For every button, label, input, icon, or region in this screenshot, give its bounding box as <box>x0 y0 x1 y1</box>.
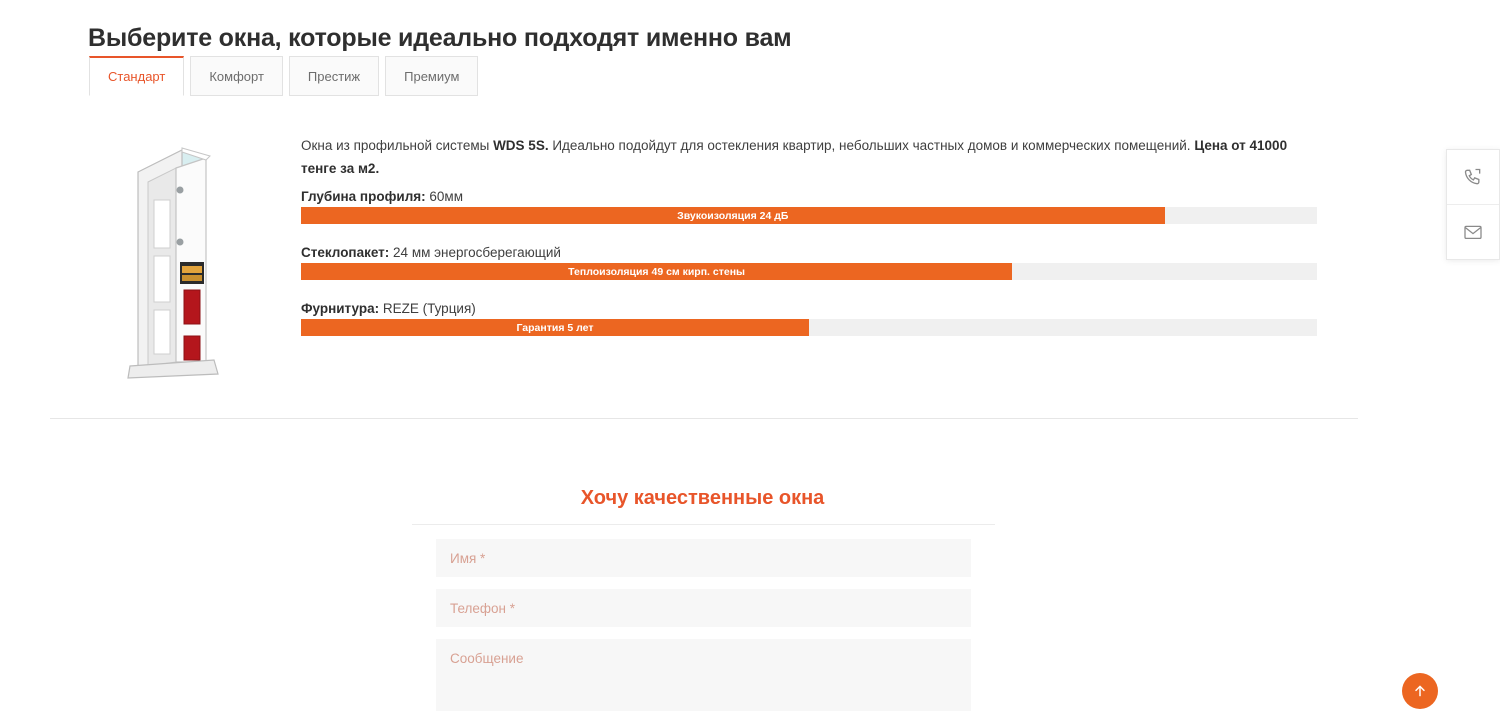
callback-button[interactable] <box>1447 150 1499 204</box>
spec-hardware <box>301 301 1321 316</box>
product-description <box>301 134 1301 180</box>
spec-label: Глубина профиля: <box>301 189 426 204</box>
tab-label: Премиум <box>404 68 460 84</box>
bar-label: Теплоизоляция 49 см кирп. стены <box>568 265 746 278</box>
spec-glass-unit <box>301 245 1321 260</box>
tab-prestizh[interactable] <box>289 56 379 96</box>
tab-label: Комфорт <box>209 68 264 84</box>
bar-fill-thermal <box>301 263 1012 280</box>
spec-label: Стеклопакет: <box>301 245 390 260</box>
description-text-1: Окна из профильной системы <box>301 138 494 153</box>
spec-profile-depth <box>301 189 1321 204</box>
bar-label: Гарантия 5 лет <box>516 321 594 334</box>
page-title: Выберите окна, которые идеально подходят именно вам <box>88 23 792 52</box>
description-price: Цена от 41000 тенге за м2. <box>301 138 1288 176</box>
message-input[interactable] <box>436 639 971 711</box>
window-profile-image <box>110 130 270 380</box>
tab-label: Престиж <box>307 68 361 84</box>
tab-standart[interactable] <box>89 56 184 96</box>
description-system-name: WDS 5S. <box>493 138 549 153</box>
arrow-up-icon <box>1412 683 1428 699</box>
form-title: Хочу качественные окна <box>580 487 825 509</box>
spec-value: 60мм <box>425 189 463 204</box>
description-text-2: Идеально подойдут для остекления квартир, небольших частных домов и коммерческих помещений. <box>548 138 1195 153</box>
spec-label: Фурнитура: <box>301 301 380 316</box>
tab-komfort[interactable] <box>190 56 283 96</box>
product-tabs <box>89 56 478 96</box>
tab-label: Стандарт <box>108 69 166 84</box>
contact-form <box>412 524 995 723</box>
side-contact-widget <box>1446 149 1500 260</box>
bar-fill-soundproof <box>301 207 1165 224</box>
email-button[interactable] <box>1447 204 1499 259</box>
bar-track-soundproof <box>301 207 1317 224</box>
section-divider <box>50 418 1358 419</box>
bar-track-warranty <box>301 319 1317 336</box>
scroll-to-top-button[interactable] <box>1402 673 1438 709</box>
phone-input[interactable] <box>436 589 971 627</box>
bar-label: Звукоизоляция 24 дБ <box>677 209 789 222</box>
spec-value: 24 мм энергосберегающий <box>389 245 561 260</box>
tab-premium[interactable] <box>385 56 478 96</box>
envelope-icon <box>1463 224 1483 240</box>
bar-track-thermal <box>301 263 1317 280</box>
bar-fill-warranty <box>301 319 809 336</box>
spec-value: REZE (Турция) <box>379 301 476 316</box>
phone-callback-icon <box>1463 167 1483 187</box>
name-input[interactable] <box>436 539 971 577</box>
